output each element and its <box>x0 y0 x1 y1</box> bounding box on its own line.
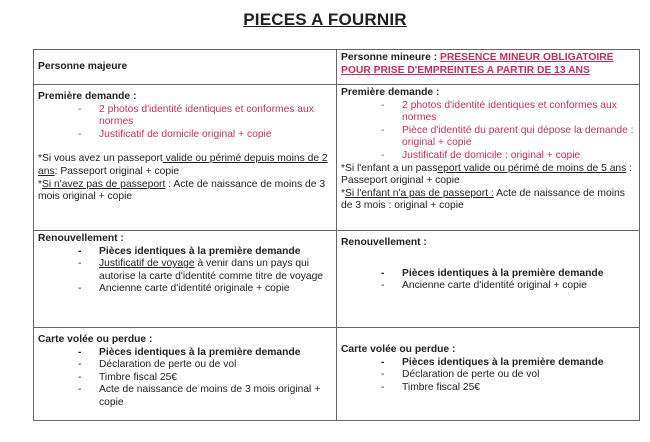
list-item: - Pièces identiques à la première demande <box>78 347 332 360</box>
list-item: - Pièces identiques à la première demande <box>381 268 635 281</box>
passport-note <box>341 163 635 188</box>
documents-table <box>33 49 640 421</box>
list-item: - Timbre fiscal 25€ <box>78 372 332 385</box>
list-item: - Ancienne carte d'identité original + copie <box>381 280 635 293</box>
list-item: - Pièce d'identité du parent qui dépose la demande : original + copie <box>381 125 635 150</box>
list-item: - 2 photos d'identité identiques et conformes aux normes <box>78 104 332 129</box>
list-item: - 2 photos d'identité identiques et conformes aux normes <box>381 100 635 125</box>
list-item: - Déclaration de perte ou de vol <box>381 369 635 382</box>
passport-note <box>38 153 332 178</box>
header-mineur-label: Personne mineure : <box>341 52 440 63</box>
header-majeur-label: Personne majeure <box>38 61 128 72</box>
item-underlined: Justificatif de voyage <box>99 258 195 270</box>
list-item: - Justificatif de domicile : original + copie <box>381 150 635 163</box>
section-title: Première demande : <box>341 87 440 98</box>
note-underlined: valide ou périmé depuis moins de 2 ans <box>38 153 328 177</box>
list-item: - Timbre fiscal 25€ <box>381 382 635 395</box>
section-title: Renouvellement : <box>341 237 427 248</box>
no-passport-note <box>38 179 332 204</box>
note-text: : Acte de naissance de moins de 3 mois original + copie <box>38 178 326 203</box>
list-item: - Ancienne carte d'identité originale + copie <box>78 283 332 296</box>
section-title: Renouvellement : <box>38 233 124 244</box>
note-text: : Passeport original + copie <box>341 162 633 187</box>
list-item: - Justificatif de domicile original + copie <box>78 129 332 142</box>
header-mineur <box>337 50 640 85</box>
majeur-lost-stolen <box>34 328 337 421</box>
list-item: - Déclaration de perte ou de vol <box>78 359 332 372</box>
note-text: * <box>341 187 346 199</box>
majeur-renewal <box>34 231 337 328</box>
note-text: *Si vous avez un passeport <box>38 153 163 165</box>
note-text: Acte de naissance de moins de 3 mois : original + copie <box>341 187 625 212</box>
mineur-first-request <box>337 85 640 231</box>
header-mineur-warning: PRESENCE MINEUR OBLIGATOIRE POUR PRISE D'EMPREINTES A PARTIR DE 13 ANS <box>341 52 614 76</box>
header-majeur <box>34 50 337 85</box>
note-text: : Passeport original + copie <box>54 165 180 177</box>
section-title: Carte volée ou perdue : <box>38 334 153 345</box>
note-underlined: eport valide ou périmé de moins de 5 ans <box>437 162 627 174</box>
mineur-renewal <box>337 231 640 328</box>
section-title: Carte volée ou perdue : <box>341 344 456 355</box>
list-item: - Pièces identiques à la première demande <box>381 357 635 370</box>
list-item <box>78 258 332 283</box>
page-title: PIECES A FOURNIR <box>243 10 407 29</box>
note-underlined: Si l'enfant n'a pas de passeport : <box>345 187 494 199</box>
no-passport-note <box>341 188 635 213</box>
list-item: - Acte de naissance de moins de 3 mois original + copie <box>78 384 332 409</box>
note-text: * <box>38 178 43 190</box>
majeur-first-request <box>34 85 337 231</box>
item-text: à venir dans un pays qui autorise la carte d'identité comme titre de voyage <box>99 258 324 282</box>
note-text: *Si l'enfant a un pass <box>341 162 438 174</box>
note-underlined: Si n'avez pas de passeport <box>42 178 166 190</box>
mineur-lost-stolen <box>337 328 640 421</box>
section-title: Première demande : <box>38 91 137 102</box>
list-item: - Pièces identiques à la première demande <box>78 246 332 259</box>
